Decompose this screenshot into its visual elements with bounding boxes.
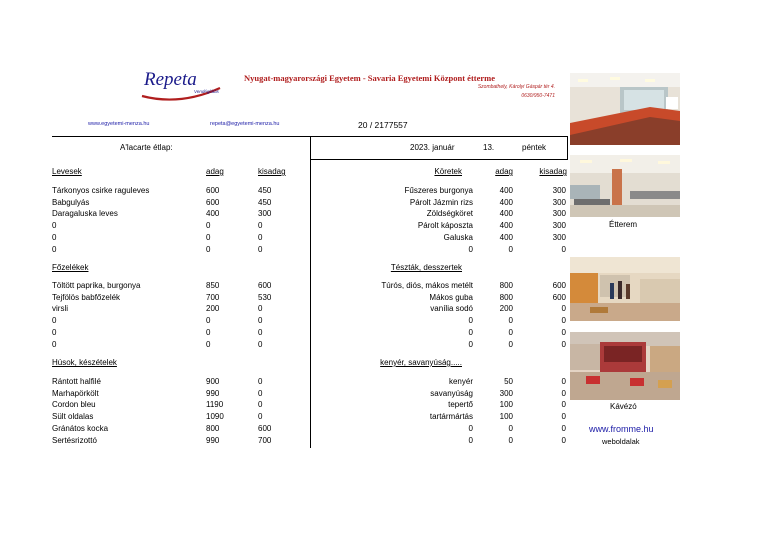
item-name: Fűszeres burgonya <box>404 186 473 195</box>
kisadag-value: 0 <box>561 304 566 314</box>
section-title-levesek: Levesek <box>52 167 82 176</box>
kisadag-value: 0 <box>561 339 566 349</box>
table-row <box>52 233 302 245</box>
adag-value: 400 <box>499 186 513 195</box>
table-row <box>52 245 302 257</box>
adag-value: 600 <box>206 197 220 207</box>
kisadag-value: 0 <box>258 412 263 422</box>
kisadag-value: 0 <box>258 221 263 231</box>
kisadag-value: 600 <box>552 292 566 302</box>
table-row <box>312 316 568 328</box>
kisadag-value: 600 <box>552 281 566 290</box>
kisadag-value: 300 <box>552 197 566 207</box>
kisadag-value: 0 <box>258 339 263 349</box>
kisadag-value: 0 <box>561 377 566 386</box>
item-name: Galuska <box>443 232 473 242</box>
address-text: Szombathely, Károlyi Gáspár tér 4. <box>477 84 555 90</box>
kisadag-value: 0 <box>561 435 566 445</box>
item-name: Daragaluska leves <box>52 209 118 219</box>
kisadag-value: 600 <box>258 281 272 290</box>
table-row <box>312 198 568 210</box>
photo-counter <box>570 73 680 145</box>
column-header-kisadag: kisadag <box>258 167 286 176</box>
photo-cafe-bar <box>570 257 680 321</box>
table-row <box>52 377 302 389</box>
adag-value: 990 <box>206 388 220 398</box>
kisadag-value: 300 <box>258 209 272 219</box>
adag-value: 800 <box>499 292 513 302</box>
table-row <box>52 328 302 340</box>
item-name: 0 <box>52 327 57 337</box>
logo-text: Repeta <box>144 69 197 90</box>
phone-number: 20 / 2177557 <box>358 120 408 130</box>
table-row <box>52 424 302 436</box>
kisadag-value: 300 <box>552 221 566 231</box>
kisadag-value: 0 <box>561 327 566 337</box>
adag-value: 800 <box>206 423 220 433</box>
item-name: 0 <box>52 316 57 326</box>
menu-weekday: péntek <box>522 143 547 152</box>
table-row <box>312 340 568 352</box>
adag-value: 0 <box>508 435 513 445</box>
table-row <box>312 400 568 412</box>
kisadag-value: 530 <box>258 292 272 302</box>
section-title-tesztak: Tészták, desszertek <box>390 263 462 272</box>
table-row <box>52 389 302 401</box>
item-name: Tárkonyos csirke raguleves <box>52 186 150 195</box>
kisadag-value: 0 <box>258 244 263 254</box>
adag-value: 850 <box>206 281 220 290</box>
item-name: tartármártás <box>429 412 473 422</box>
table-row <box>312 233 568 245</box>
table-row <box>312 377 568 389</box>
adag-value: 1090 <box>206 412 224 422</box>
item-name: Töltött paprika, burgonya <box>52 281 141 290</box>
adag-value: 0 <box>508 244 513 254</box>
kisadag-value: 450 <box>258 197 272 207</box>
adag-value: 600 <box>206 186 220 195</box>
alacarte-label: A'lacarte étlap: <box>120 143 173 152</box>
table-row <box>312 436 568 448</box>
adag-value: 800 <box>499 281 513 290</box>
email-link[interactable]: repeta@egyetemi-menza.hu <box>210 121 280 127</box>
item-name: 0 <box>52 244 57 254</box>
kisadag-value: 300 <box>552 209 566 219</box>
item-name: vanília sodó <box>430 304 473 314</box>
item-name: Tejfölös babfőzelék <box>52 292 121 302</box>
caption-kavezo: Kávézó <box>610 402 637 411</box>
kisadag-value: 600 <box>258 423 272 433</box>
photo-dining-hall <box>570 155 680 217</box>
table-row <box>52 198 302 210</box>
table-row <box>52 436 302 448</box>
item-name: Túrós, diós, mákos metélt <box>381 281 473 290</box>
adag-value: 200 <box>499 304 513 314</box>
table-row <box>52 293 302 305</box>
adag-value: 0 <box>206 221 211 231</box>
adag-value: 0 <box>206 316 211 326</box>
table-row <box>312 245 568 257</box>
kisadag-value: 0 <box>561 423 566 433</box>
table-row <box>312 186 568 198</box>
header-phone-text: 0630/950-7471 <box>521 93 555 99</box>
adag-value: 0 <box>206 327 211 337</box>
section-title-fozelekek: Főzelékek <box>52 263 89 272</box>
adag-value: 700 <box>206 292 220 302</box>
adag-value: 200 <box>206 304 220 314</box>
item-name: Párolt káposzta <box>417 221 473 231</box>
table-row <box>52 304 302 316</box>
table-row <box>312 424 568 436</box>
caption-etterem: Étterem <box>609 220 638 229</box>
item-name: 0 <box>468 244 473 254</box>
item-name: 0 <box>52 221 57 231</box>
center-divider <box>310 136 311 448</box>
adag-value: 100 <box>499 412 513 422</box>
kisadag-value: 300 <box>552 232 566 242</box>
table-row <box>312 281 568 293</box>
item-name: tepertő <box>448 400 473 410</box>
fromme-link[interactable]: www.fromme.hu <box>589 424 654 434</box>
item-name: savanyúság <box>430 388 473 398</box>
adag-value: 1190 <box>206 400 224 410</box>
table-row <box>52 316 302 328</box>
table-row <box>52 221 302 233</box>
kisadag-value: 0 <box>561 388 566 398</box>
adag-value: 100 <box>499 400 513 410</box>
kisadag-value: 0 <box>258 377 263 386</box>
table-row <box>52 281 302 293</box>
kisadag-value: 0 <box>561 412 566 422</box>
item-name: 0 <box>468 435 473 445</box>
kisadag-value: 0 <box>258 304 263 314</box>
table-row <box>52 400 302 412</box>
item-name: Sertésrizottó <box>52 435 97 445</box>
kisadag-value: 0 <box>258 316 263 326</box>
page-title: Nyugat-magyarországi Egyetem - Savaria Egyetemi Központ étterme <box>244 73 495 83</box>
adag-value: 400 <box>499 197 513 207</box>
item-name: Sült oldalas <box>52 412 94 422</box>
section-title-husok: Húsok, készételek <box>52 358 117 367</box>
logo-subtext: Vendéglátás <box>194 89 219 94</box>
table-row <box>312 328 568 340</box>
item-name: Babgulyás <box>52 197 90 207</box>
repeta-logo <box>140 66 222 102</box>
column-header-adag-right: adag <box>495 167 513 176</box>
website-link[interactable]: www.egyetemi-menza.hu <box>88 121 150 127</box>
item-name: 0 <box>52 232 57 242</box>
item-name: 0 <box>468 327 473 337</box>
adag-value: 0 <box>508 327 513 337</box>
item-name: virsli <box>52 304 68 314</box>
kisadag-value: 300 <box>552 186 566 195</box>
kisadag-value: 0 <box>561 400 566 410</box>
table-row <box>312 209 568 221</box>
item-name: Marhapörkölt <box>52 388 99 398</box>
column-header-kisadag-right: kisadag <box>539 167 567 176</box>
kisadag-value: 0 <box>561 316 566 326</box>
item-name: 0 <box>468 423 473 433</box>
item-name: Rántott halfilé <box>52 377 101 386</box>
kisadag-value: 0 <box>258 388 263 398</box>
kisadag-value: 0 <box>561 244 566 254</box>
adag-value: 0 <box>508 423 513 433</box>
adag-value: 0 <box>508 339 513 349</box>
item-name: 0 <box>468 316 473 326</box>
photo-coffee-shop <box>570 332 680 400</box>
adag-value: 0 <box>508 316 513 326</box>
item-name: Mákos guba <box>429 292 473 302</box>
table-row <box>312 304 568 316</box>
adag-value: 0 <box>206 339 211 349</box>
adag-value: 400 <box>499 221 513 231</box>
item-name: 0 <box>52 339 57 349</box>
section-title-koretek: Köretek <box>434 167 462 176</box>
adag-value: 400 <box>206 209 220 219</box>
kisadag-value: 0 <box>258 327 263 337</box>
kisadag-value: 700 <box>258 435 272 445</box>
kisadag-value: 450 <box>258 186 272 195</box>
table-row <box>52 412 302 424</box>
table-row <box>312 221 568 233</box>
item-name: 0 <box>468 339 473 349</box>
adag-value: 50 <box>504 377 513 386</box>
table-row <box>52 209 302 221</box>
item-name: Zöldségköret <box>426 209 473 219</box>
menu-day: 13. <box>483 143 495 152</box>
item-name: kenyér <box>448 377 473 386</box>
column-header-adag: adag <box>206 167 224 176</box>
menu-date: 2023. január <box>410 143 455 152</box>
adag-value: 0 <box>206 232 211 242</box>
weboldalak-label: weboldalak <box>602 437 640 446</box>
table-row <box>312 389 568 401</box>
adag-value: 400 <box>499 232 513 242</box>
item-name: Gránátos kocka <box>52 423 109 433</box>
table-row <box>312 412 568 424</box>
item-name: Párolt Jázmin rizs <box>409 197 473 207</box>
table-row <box>52 186 302 198</box>
kisadag-value: 0 <box>258 232 263 242</box>
adag-value: 990 <box>206 435 220 445</box>
table-row <box>312 293 568 305</box>
kisadag-value: 0 <box>258 400 263 410</box>
adag-value: 0 <box>206 244 211 254</box>
adag-value: 400 <box>499 209 513 219</box>
adag-value: 300 <box>499 388 513 398</box>
adag-value: 900 <box>206 377 220 386</box>
section-title-kenyer: kenyér, savanyúság..... <box>380 358 462 367</box>
item-name: Cordon bleu <box>52 400 96 410</box>
table-row <box>52 340 302 352</box>
